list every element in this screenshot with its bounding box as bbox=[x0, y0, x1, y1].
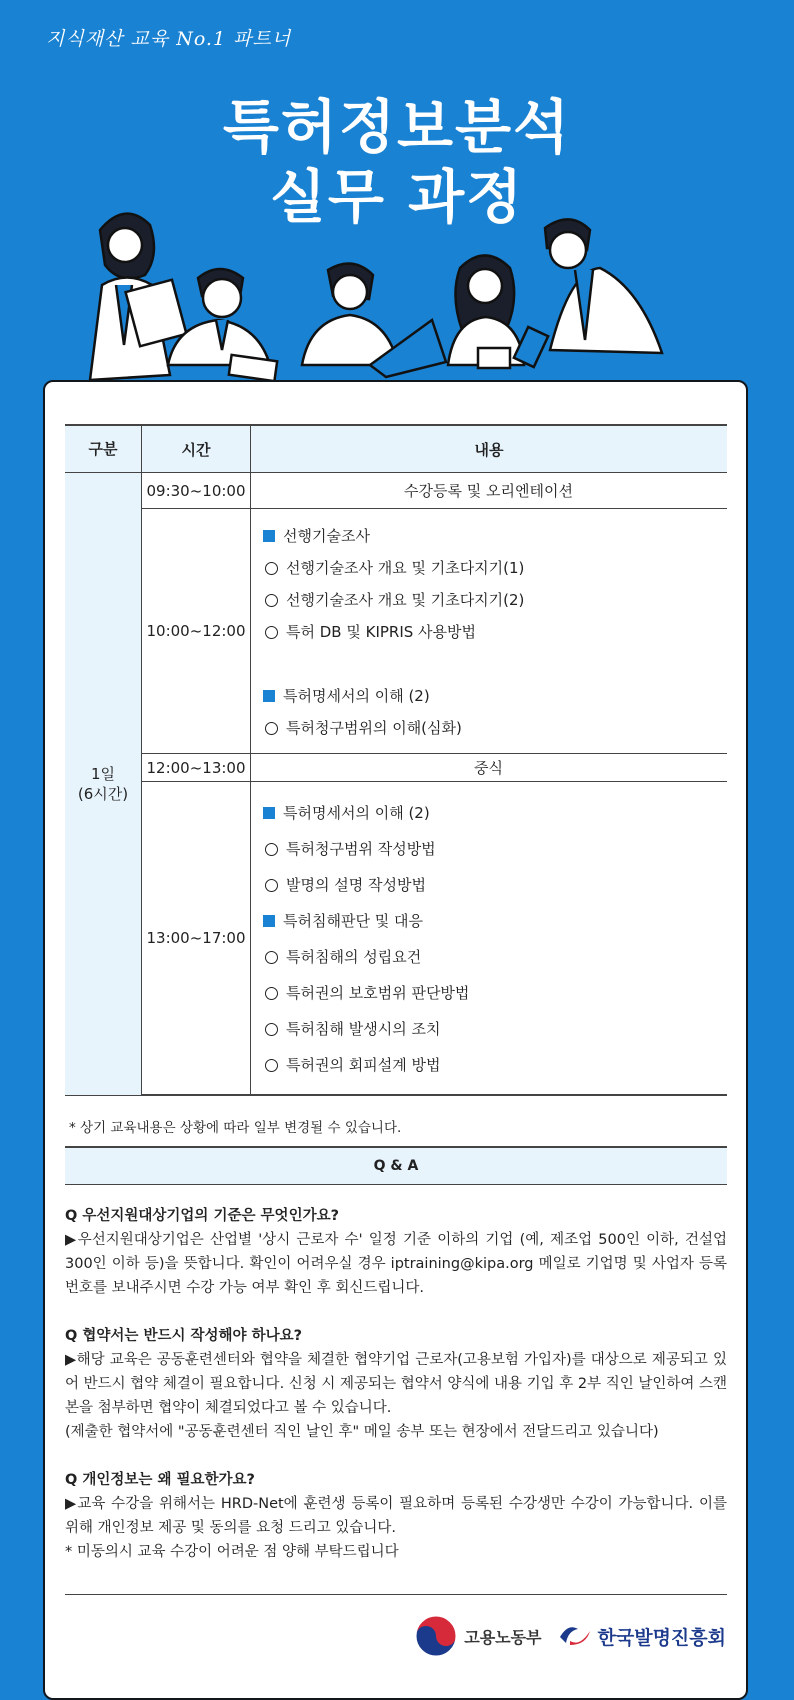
table-row bbox=[65, 782, 727, 1096]
circle-bullet-icon bbox=[265, 722, 278, 735]
circle-bullet-icon bbox=[265, 843, 278, 856]
qa-answer: ▶교육 수강을 위해서는 HRD-Net에 훈련생 등록이 필요하며 등록된 수강생만 수강이 가능합니다. 이를 위해 개인정보 제공 및 동의를 요청 드리고 있습니다. bbox=[65, 1496, 727, 1536]
qa-item bbox=[65, 1324, 727, 1444]
list-item: 선행기술조사 개요 및 기초다지기(2) bbox=[263, 584, 726, 616]
schedule-note: * 상기 교육내용은 상황에 따라 일부 변경될 수 있습니다. bbox=[69, 1120, 402, 1136]
table-row bbox=[65, 473, 727, 509]
ministry-logo bbox=[414, 1614, 541, 1658]
time-cell: 09:30~10:00 bbox=[142, 473, 251, 509]
list-item: 특허침해판단 및 대응 bbox=[263, 903, 726, 939]
time-cell: 10:00~12:00 bbox=[142, 509, 251, 754]
title-line-1: 특허정보분석 bbox=[222, 93, 572, 161]
square-bullet-icon bbox=[263, 690, 275, 702]
content-cell: 중식 bbox=[251, 754, 728, 782]
content-cell bbox=[251, 782, 728, 1096]
qa-answer-note: * 미동의시 교육 수강이 어려운 점 양해 부탁드립니다 bbox=[65, 1544, 399, 1560]
footer-logos bbox=[414, 1614, 726, 1658]
tagline: 지식재산 교육 No.1 파트너 bbox=[46, 28, 292, 50]
list-item: 특허청구범위 작성방법 bbox=[263, 831, 726, 867]
list-item: 특허권의 보호범위 판단방법 bbox=[263, 975, 726, 1011]
list-item: 특허청구범위의 이해(심화) bbox=[263, 712, 726, 744]
list-item: 특허침해 발생시의 조치 bbox=[263, 1011, 726, 1047]
day-hours: (6시간) bbox=[77, 784, 129, 803]
qa-answer: ▶해당 교육은 공동훈련센터와 협약을 체결한 협약기업 근로자(고용보험 가입자)를 대상으로 제공되고 있어 반드시 협약 체결이 필요합니다. 신청 시 제공되는 협약서 양식에 내용 기입 후 2부 직인 날인하여 스캔본을 첨부하면 협약이 체결되었다고 볼 수 있습니다. bbox=[65, 1352, 727, 1416]
day-label: 1일 bbox=[90, 764, 116, 783]
circle-bullet-icon bbox=[265, 594, 278, 607]
header-content: 내용 bbox=[251, 425, 728, 473]
table-header-row bbox=[65, 425, 727, 473]
list-item: 특허명세서의 이해 (2) bbox=[263, 680, 726, 712]
list-item: 특허 DB 및 KIPRIS 사용방법 bbox=[263, 616, 726, 648]
content-cell: 수강등록 및 오리엔테이션 bbox=[251, 473, 728, 509]
table-row bbox=[65, 754, 727, 782]
list-item: 특허권의 회피설계 방법 bbox=[263, 1047, 726, 1083]
list-item: 선행기술조사 bbox=[263, 520, 726, 552]
qa-header: Q & A bbox=[65, 1146, 727, 1185]
qa-answer-note: (제출한 협약서에 "공동훈련센터 직인 날인 후" 메일 송부 또는 현장에서 전달드리고 있습니다) bbox=[65, 1424, 659, 1440]
qa-question: Q 개인정보는 왜 필요한가요? bbox=[65, 1472, 255, 1488]
list-item: 특허명세서의 이해 (2) bbox=[263, 795, 726, 831]
circle-bullet-icon bbox=[265, 951, 278, 964]
content-cell bbox=[251, 509, 728, 754]
square-bullet-icon bbox=[263, 807, 275, 819]
association-logo bbox=[558, 1623, 726, 1650]
office-workers-illustration bbox=[70, 200, 730, 410]
schedule-card bbox=[43, 380, 748, 1700]
square-bullet-icon bbox=[263, 915, 275, 927]
list-item: 선행기술조사 개요 및 기초다지기(1) bbox=[263, 552, 726, 584]
list-item: 발명의 설명 작성방법 bbox=[263, 867, 726, 903]
list-item: 특허침해의 성립요건 bbox=[263, 939, 726, 975]
time-cell: 13:00~17:00 bbox=[142, 782, 251, 1096]
qa-answer: ▶우선지원대상기업은 산업별 '상시 근로자 수' 일정 기준 이하의 기업 (예, 제조업 500인 이하, 건설업 300인 이하 등)을 뜻합니다. 확인이 어려우실 경우 iptraining@kipa.org 메일로 기업명 및 사업자 등록번호를 보내주시면 수강 가능 여부 확인 후 회신드립니다. bbox=[65, 1232, 727, 1296]
schedule-table bbox=[65, 424, 727, 1096]
circle-bullet-icon bbox=[265, 987, 278, 1000]
ministry-name: 고용노동부 bbox=[464, 1627, 542, 1647]
square-bullet-icon bbox=[263, 530, 275, 542]
header-category: 구분 bbox=[65, 425, 142, 473]
time-cell: 12:00~13:00 bbox=[142, 754, 251, 782]
title-line-2: 실무 과정 bbox=[269, 163, 525, 231]
circle-bullet-icon bbox=[265, 562, 278, 575]
qa-question: Q 우선지원대상기업의 기준은 무엇인가요? bbox=[65, 1208, 339, 1224]
circle-bullet-icon bbox=[265, 626, 278, 639]
qa-item bbox=[65, 1468, 727, 1564]
association-name: 한국발명진흥회 bbox=[597, 1626, 726, 1649]
circle-bullet-icon bbox=[265, 879, 278, 892]
association-emblem-icon bbox=[558, 1623, 592, 1649]
taegeuk-icon bbox=[414, 1614, 458, 1658]
circle-bullet-icon bbox=[265, 1059, 278, 1072]
day-cell bbox=[65, 473, 142, 1096]
qa-question: Q 협약서는 반드시 작성해야 하나요? bbox=[65, 1328, 303, 1344]
table-row bbox=[65, 509, 727, 754]
qa-section bbox=[65, 1204, 727, 1588]
qa-item bbox=[65, 1204, 727, 1300]
circle-bullet-icon bbox=[265, 1023, 278, 1036]
header-time: 시간 bbox=[142, 425, 251, 473]
footer-divider bbox=[65, 1594, 727, 1595]
